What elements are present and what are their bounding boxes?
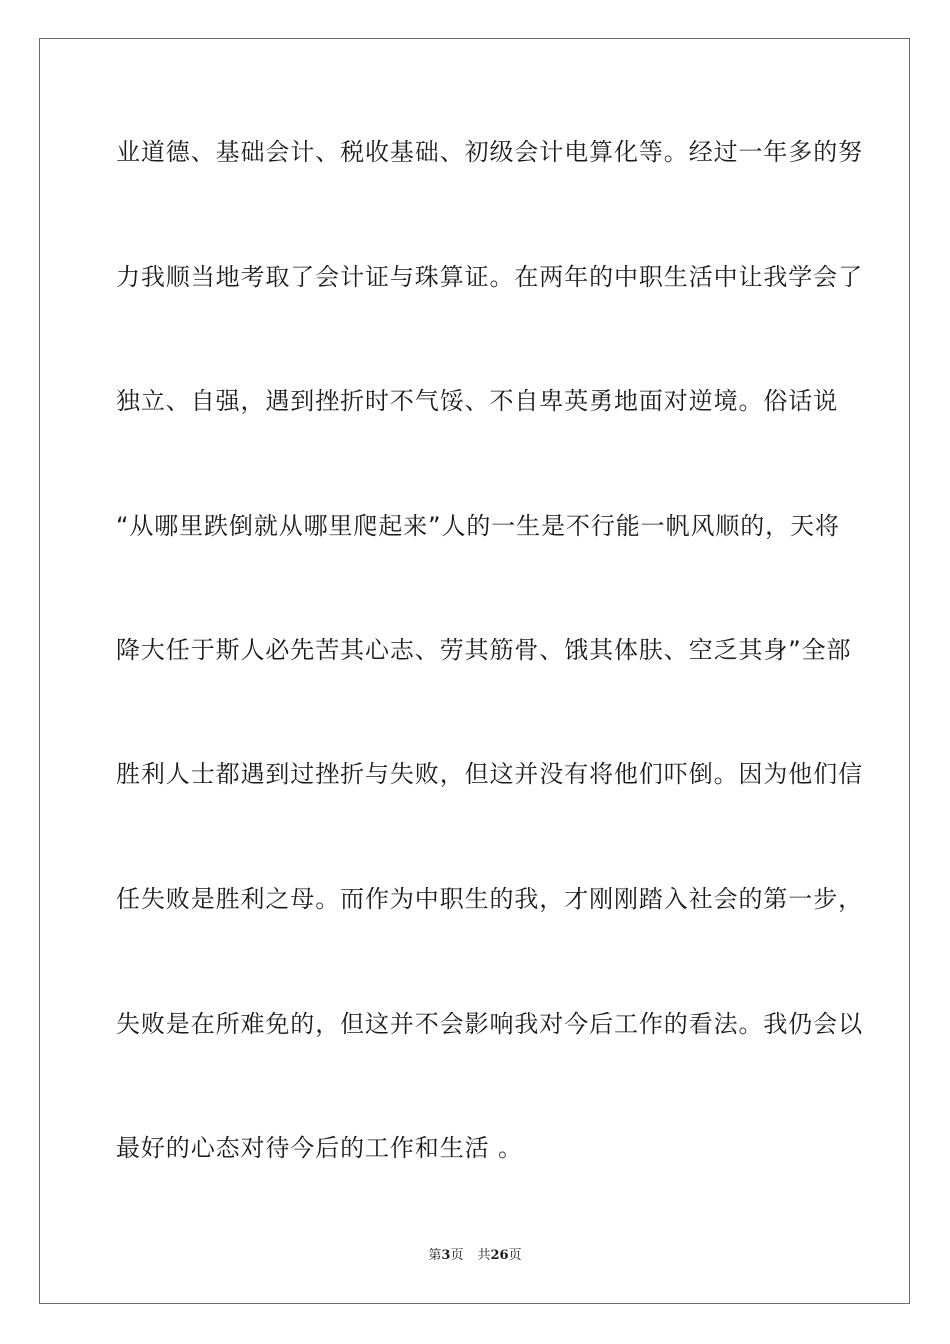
page-suffix: 页 <box>450 1248 464 1263</box>
total-pages: 26 <box>490 1248 509 1263</box>
text-line-9: 最好的心态对待今后的工作和生活 。 <box>116 1134 523 1162</box>
page-footer <box>0 1248 950 1264</box>
total-prefix: 共 <box>477 1248 491 1263</box>
text-line-1: 业道德、基础会计、税收基础、初级会计电算化等。经过一年多的努 <box>116 138 863 166</box>
page-frame <box>39 38 910 1304</box>
text-line-6: 胜利人士都遇到过挫折与失败，但这并没有将他们吓倒。因为他们信 <box>116 760 863 788</box>
text-line-7: 任失败是胜利之母。而作为中职生的我，才刚刚踏入社会的第一步， <box>116 885 863 913</box>
text-line-3: 独立、自强，遇到挫折时不气馁、不自卑英勇地面对逆境。俗话说 <box>116 387 839 415</box>
text-line-5: 降大任于斯人必先苦其心志、劳其筋骨、饿其体肤、空乏其身”全部 <box>116 636 852 664</box>
text-line-8: 失败是在所难免的，但这并不会影响我对今后工作的看法。我仍会以 <box>116 1010 863 1038</box>
text-line-2: 力我顺当地考取了会计证与珠算证。在两年的中职生活中让我学会了 <box>116 263 863 291</box>
page-prefix: 第 <box>428 1248 442 1263</box>
total-suffix: 页 <box>508 1248 522 1263</box>
page-number: 3 <box>441 1248 451 1263</box>
text-line-4: “从哪里跌倒就从哪里爬起来”人的一生是不行能一帆风顺的，天将 <box>116 512 840 540</box>
